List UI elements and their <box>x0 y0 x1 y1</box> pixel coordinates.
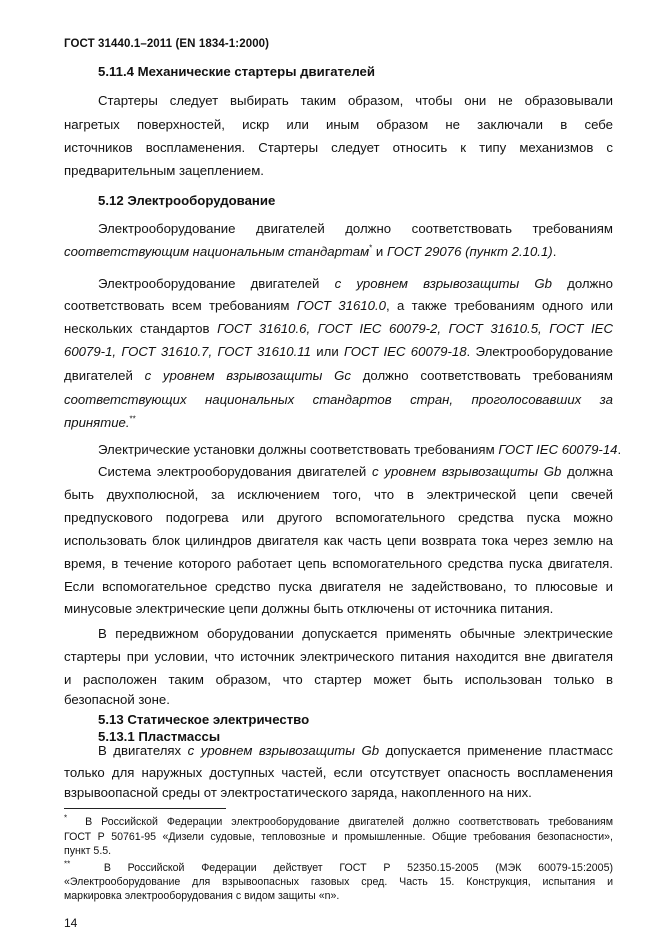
text-line: использовать блок цилиндров двигателя как часть цепи возврата тока через землю на <box>64 533 613 548</box>
text-line: принятие.** <box>64 414 136 430</box>
text-line: взрывоопасной среды от электростатического заряда, накопленного на них. <box>64 785 532 800</box>
footnote-line: * В Российской Федерации электрооборудование двигателей должно соответствовать требованиям <box>64 813 614 828</box>
page-number: 14 <box>64 916 78 930</box>
text-line: быть двухполюсной, за исключением того, что в электрической цепи свечей <box>64 487 613 502</box>
text-line: двигателей с уровнем взрывозащиты Gc должно соответствовать требованиям <box>64 368 614 383</box>
section-heading-5-12: 5.12 Электрооборудование <box>98 193 276 208</box>
text-line: стартеры при условии, что источник электрического питания находится вне двигателя <box>64 649 613 664</box>
text-line: Стартеры следует выбирать таким образом, чтобы они не образовывали <box>98 93 613 108</box>
footnote-separator <box>64 808 226 809</box>
section-heading-5-13-1: 5.13.1 Пластмассы <box>98 729 221 744</box>
text-line: Электрооборудование двигателей должно соответствовать требованиям <box>98 221 613 236</box>
text-line: соответствовать всем требованиям ГОСТ 31610.0, а также требованиям одного или <box>64 298 613 313</box>
text-line: Электрические установки должны соответствовать требованиям ГОСТ IEC 60079-14. <box>98 442 622 457</box>
text-line: безопасной зоне. <box>64 692 170 707</box>
text-line: В передвижном оборудовании допускается применять обычные электрические <box>98 626 613 641</box>
text-line: нагретых поверхностей, искр или иным образом не заключали в себе <box>64 117 613 132</box>
text-line: минусовые электрические цепи должны быть отключены от источника питания. <box>64 601 554 616</box>
footnote-line: пункт 5.5. <box>64 845 112 857</box>
footnote-line: ГОСТ Р 50761-95 «Дизели судовые, тепловозные и промышленные. Общие требования безопасности», <box>64 831 613 843</box>
text-line: соответствующих национальных стандартов стран, проголосовавших за <box>64 392 613 407</box>
section-heading-5-13: 5.13 Статическое электричество <box>98 712 310 727</box>
text-line: В двигателях с уровнем взрывозащиты Gb допускается применение пластмасс <box>98 743 613 758</box>
text-line: предпускового подогрева или другого вспомогательного средства пуска можно <box>64 510 613 525</box>
text-line: и расположен таким образом, что стартер может быть использован только в <box>64 672 613 687</box>
text-line: Система электрооборудования двигателей с уровнем взрывозащиты Gb должна <box>98 464 613 479</box>
text-line: предварительным зацеплением. <box>64 163 264 178</box>
text-line: только для наружных доступных частей, если отсутствует опасность воспламенения <box>64 765 613 780</box>
text-line: Если вспомогательное средство пуска двигателя не задействовано, то плюсовые и <box>64 579 613 594</box>
text-line: источников воспламенения. Стартеры следует относить к типу механизмов с <box>64 140 613 155</box>
text-line: Электрооборудование двигателей с уровнем взрывозащиты Gb должно <box>98 276 613 291</box>
text-line: 60079-1, ГОСТ 31610.7, ГОСТ 31610.11 или ГОСТ IEC 60079-18. Электрооборудование <box>64 344 613 359</box>
footnote-line: маркировка электрооборудования с видом защиты «n». <box>64 890 340 902</box>
text-line: время, в течение которого работает цепь вспомогательного средства пуска двигателя. <box>64 556 613 571</box>
document-header: ГОСТ 31440.1–2011 (EN 1834-1:2000) <box>64 38 270 50</box>
text-line: соответствующим национальным стандартам* и ГОСТ 29076 (пункт 2.10.1). <box>64 243 557 259</box>
footnote-line: «Электрооборудование для взрывоопасных газовых сред. Часть 15. Конструкция, испытания и <box>64 876 613 888</box>
text-line: нескольких стандартов ГОСТ 31610.6, ГОСТ IEC 60079-2, ГОСТ 31610.5, ГОСТ IEC <box>64 321 613 336</box>
footnote-line: ** В Российской Федерации действует ГОСТ Р 52350.15-2005 (МЭК 60079-15:2005) <box>64 859 613 874</box>
section-heading-5-11-4: 5.11.4 Механические стартеры двигателей <box>98 64 375 79</box>
